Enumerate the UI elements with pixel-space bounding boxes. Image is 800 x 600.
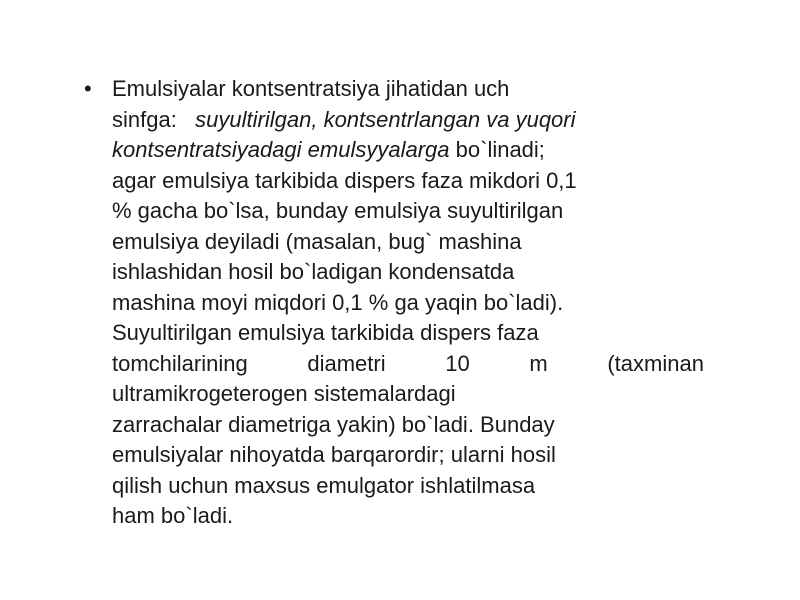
word: tomchilarining	[112, 350, 248, 376]
word: m	[529, 350, 548, 376]
bullet-marker: •	[84, 76, 92, 101]
word: (taxminan	[607, 350, 704, 376]
text-line: Suyultirilgan emulsiya tarkibida dispers faza	[112, 320, 539, 345]
text-segment: sinfga:	[112, 106, 177, 132]
text-line: qilish uchun maxsus emulgator ishlatilmasa	[112, 472, 536, 498]
text-line	[112, 349, 704, 380]
text-line: emulsiya deyiladi (masalan, bug` mashina	[112, 228, 522, 254]
bullet-list	[84, 74, 704, 532]
text-line	[112, 135, 704, 166]
text-line	[112, 105, 704, 136]
word: diametri	[307, 350, 386, 376]
text-line: % gacha bo`lsa, bunday emulsiya suyultirilgan	[112, 198, 564, 223]
italic-text-segment: kontsentratsiyadagi emulsyyalarga	[112, 137, 450, 162]
text-line: Emulsiyalar kontsentratsiya jihatidan uch	[112, 76, 510, 101]
text-line: ultramikrogeterogen sistemalardagi	[112, 381, 456, 406]
text-line: zarrachalar diametriga yakin) bo`ladi. Bunday	[112, 411, 555, 437]
word: 10	[445, 350, 470, 376]
text-line: ishlashidan hosil bo`ladigan kondensatda	[112, 259, 515, 284]
text-segment: bo`linadi;	[455, 137, 545, 162]
italic-text-segment: suyultirilgan, kontsentrlangan va yuqori	[195, 106, 576, 132]
text-line: emulsiyalar nihoyatda barqarordir; ularni hosil	[112, 442, 556, 467]
bullet-item	[84, 74, 704, 532]
text-line: ham bo`ladi.	[112, 503, 234, 528]
text-line: agar emulsiya tarkibida dispers faza mikdori 0,1	[112, 167, 577, 193]
text-line: mashina moyi miqdori 0,1 % ga yaqin bo`ladi).	[112, 289, 564, 315]
